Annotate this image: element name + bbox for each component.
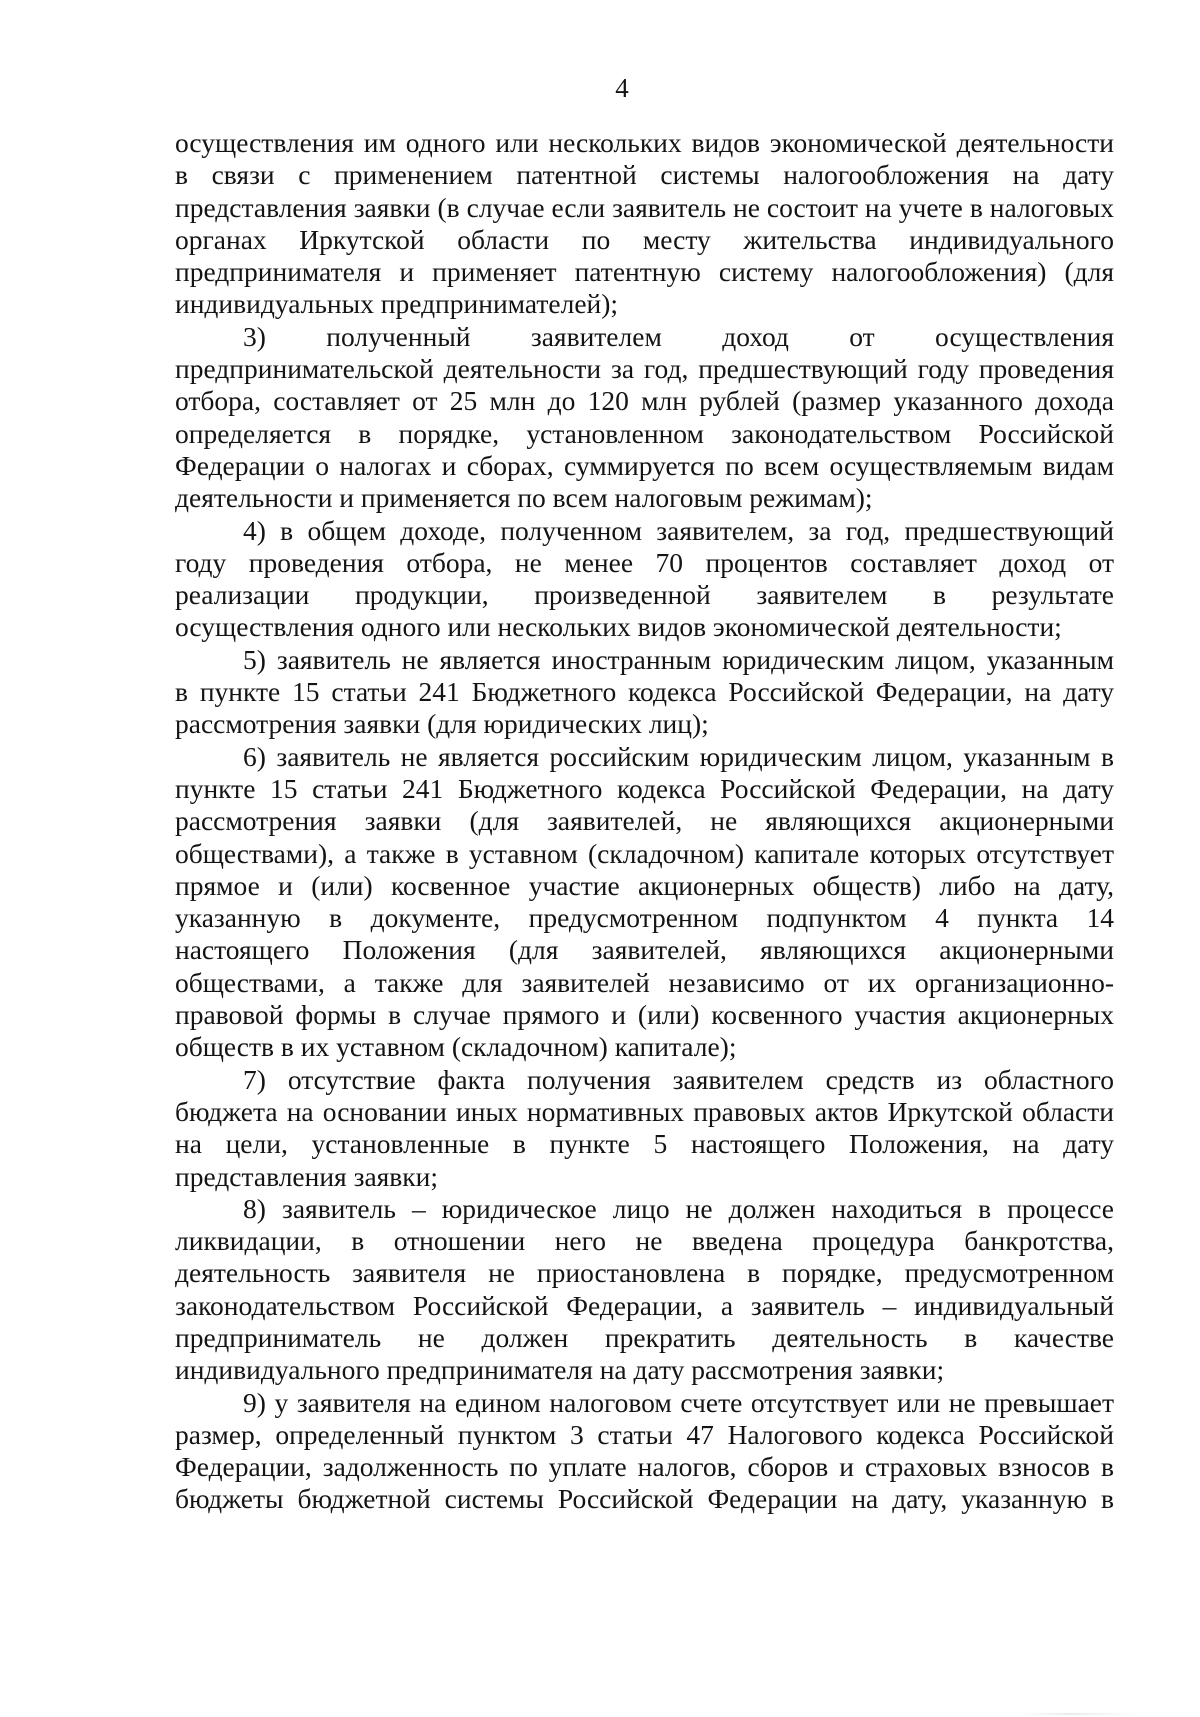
text-line: правовой формы в случае прямого и (или) косвенного участия акционерных [175, 999, 1114, 1031]
text-line: представления заявки (в случае если заявитель не состоит на учете в налоговых [175, 191, 1114, 223]
text-line: деятельности и применяется по всем налоговым режимам); [175, 482, 873, 514]
text-line: Федерации, задолженность по уплате налогов, сборов и страховых взносов в [175, 1451, 1114, 1483]
text-line: в пункте 15 статьи 241 Бюджетного кодекса Российской Федерации, на дату [175, 676, 1114, 708]
text-line: 8) заявитель – юридическое лицо не должен находиться в процессе [243, 1192, 1114, 1224]
text-line: обществ в их уставном (складочном) капитале); [175, 1031, 737, 1063]
text-line: на цели, установленные в пункте 5 настоящего Положения, на дату [175, 1128, 1114, 1160]
text-line: осуществления одного или нескольких видов экономической деятельности; [175, 611, 1062, 643]
text-line: году проведения отбора, не менее 70 процентов составляет доход от [175, 546, 1114, 578]
text-line: пункте 15 статьи 241 Бюджетного кодекса Российской Федерации, на дату [175, 772, 1114, 804]
text-line: прямое и (или) косвенное участие акционерных обществ) либо на дату, [175, 869, 1114, 901]
text-line: реализации продукции, произведенной заявителем в результате [175, 579, 1114, 611]
text-line: 4) в общем доходе, полученном заявителем, за год, предшествующий [243, 514, 1114, 546]
text-line: представления заявки; [175, 1160, 438, 1192]
text-line: размер, определенный пунктом 3 статьи 47 Налогового кодекса Российской [175, 1418, 1114, 1450]
text-line: 6) заявитель не является российским юридическим лицом, указанным в [243, 740, 1114, 772]
text-line: рассмотрения заявки (для заявителей, не являющихся акционерными [175, 805, 1114, 837]
text-line: законодательством Российской Федерации, а заявитель – индивидуальный [175, 1289, 1114, 1321]
text-line: настоящего Положения (для заявителей, являющихся акционерными [175, 934, 1114, 966]
text-line: индивидуальных предпринимателей); [175, 288, 619, 320]
text-line: осуществления им одного или нескольких видов экономической деятельности [175, 127, 1114, 158]
scan-artifact [1020, 1713, 1140, 1715]
text-line: предпринимательской деятельности за год, предшествующий году проведения [175, 353, 1114, 385]
body-text [175, 127, 1114, 1516]
text-line: бюджета на основании иных нормативных правовых актов Иркутской области [175, 1095, 1114, 1127]
text-line: рассмотрения заявки (для юридических лиц); [175, 708, 709, 740]
text-line: 3) полученный заявителем доход от осуществления [243, 320, 1114, 352]
text-line: бюджеты бюджетной системы Российской Федерации на дату, указанную в [175, 1483, 1114, 1515]
text-line: ликвидации, в отношении него не введена процедура банкротства, [175, 1225, 1114, 1257]
text-line: Федерации о налогах и сборах, суммируется по всем осуществляемым видам [175, 449, 1114, 481]
text-line: в связи с применением патентной системы налогообложения на дату [175, 159, 1114, 191]
text-line: указанную в документе, предусмотренном подпунктом 4 пункта 14 [175, 902, 1114, 934]
text-line: определяется в порядке, установленном законодательством Российской [175, 417, 1114, 449]
text-line: обществами, а также для заявителей независимо от их организационно- [175, 966, 1114, 998]
text-line: обществами), а также в уставном (складочном) капитале которых отсутствует [175, 837, 1114, 869]
text-line: деятельность заявителя не приостановлена в порядке, предусмотренном [175, 1257, 1114, 1289]
text-line: 5) заявитель не является иностранным юридическим лицом, указанным [243, 643, 1114, 675]
text-line: индивидуального предпринимателя на дату рассмотрения заявки; [175, 1354, 945, 1386]
text-line: 7) отсутствие факта получения заявителем средств из областного [243, 1063, 1114, 1095]
page-number: 4 [615, 73, 629, 103]
text-line: предпринимателя и применяет патентную систему налогообложения) (для [175, 256, 1114, 288]
text-line: 9) у заявителя на едином налоговом счете отсутствует или не превышает [243, 1386, 1114, 1418]
text-line: органах Иркутской области по месту жительства индивидуального [175, 223, 1114, 255]
text-line: предприниматель не должен прекратить деятельность в качестве [175, 1321, 1114, 1353]
text-line: отбора, составляет от 25 млн до 120 млн рублей (размер указанного дохода [175, 385, 1114, 417]
